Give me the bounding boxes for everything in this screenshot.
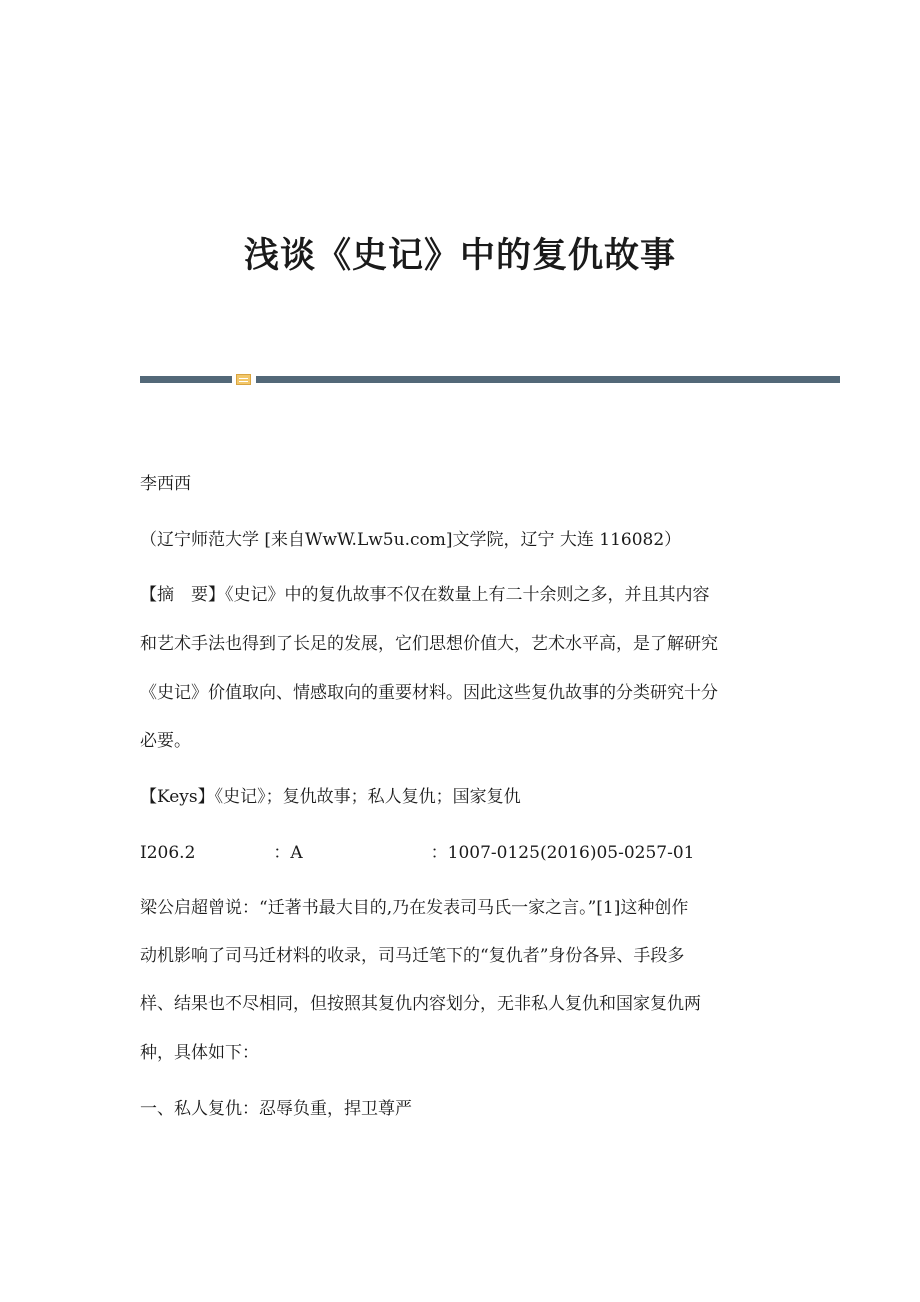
section-heading: 一、私人复仇：忍辱负重，捍卫尊严 [140,1099,412,1119]
clc-number: I206.2 [140,843,196,863]
body-line: 梁公启超曾说：“迁著书最大目的,乃在发表司马氏一家之言。”[1]这种创作 [140,898,689,918]
document-code: ：A [273,843,303,863]
body-line: 样、结果也不尽相同，但按照其复仇内容划分，无非私人复仇和国家复仇两 [140,994,701,1014]
classification-line [140,843,780,863]
body-line: 动机影响了司马迁材料的收录，司马迁笔下的“复仇者”身份各异、手段多 [140,946,685,966]
divider-bar-right [256,376,840,383]
document-ornament-icon [236,374,251,385]
body-line: 种，具体如下： [140,1043,259,1063]
author: 李西西 [140,474,191,494]
title-divider [140,374,840,386]
abstract-line: 《史记》价值取向、情感取向的重要材料。因此这些复仇故事的分类研究十分 [140,683,718,703]
page-title: 浅谈《史记》中的复仇故事 [243,235,676,277]
abstract-line: 必要。 [140,731,191,751]
abstract-line: 和艺术手法也得到了长足的发展，它们思想价值大，艺术水平高，是了解研究 [140,634,718,654]
divider-bar-left [140,376,232,383]
article-id: ：1007-0125(2016)05-0257-01 [430,843,695,863]
affiliation: （辽宁师范大学 [来自WwW.Lw5u.com]文学院，辽宁 大连 116082） [140,530,682,550]
abstract-line: 【摘 要】《史记》中的复仇故事不仅在数量上有二十余则之多，并且其内容 [140,585,710,605]
keywords: 【Keys】《史记》；复仇故事；私人复仇；国家复仇 [140,787,521,807]
